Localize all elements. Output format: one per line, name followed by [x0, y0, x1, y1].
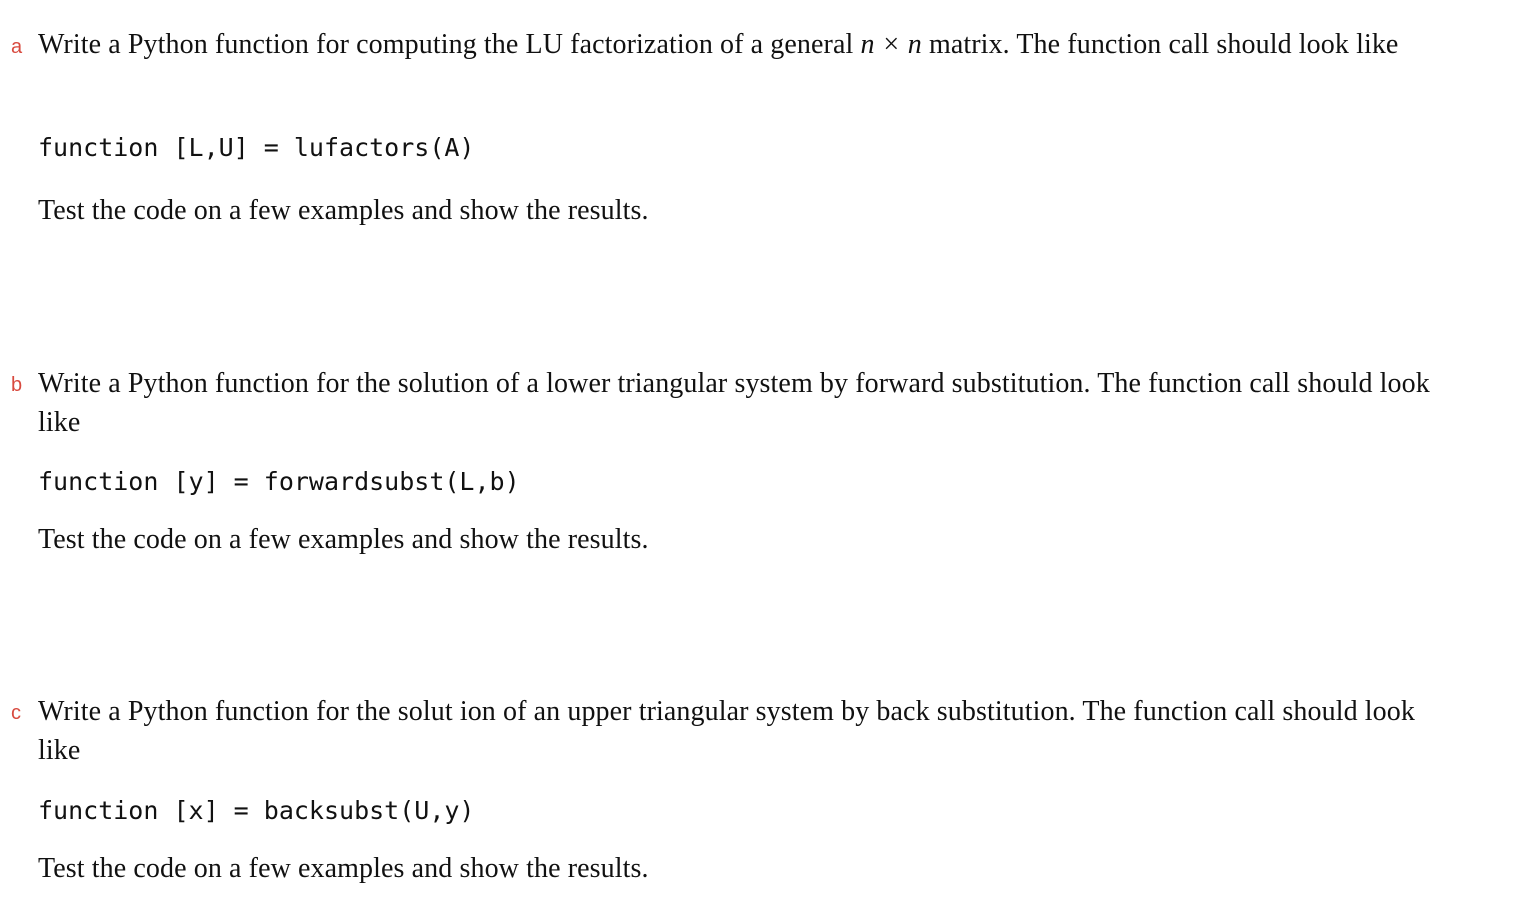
- function-signature-b: function [y] = forwardsubst(L,b): [38, 467, 520, 496]
- problem-statement-b: Write a Python function for the solution of a lower triangular system by forward substitution. The function call should look like: [38, 368, 1430, 438]
- problem-a-text-before-math: Write a Python function for computing the LU factorization of a general: [38, 29, 861, 60]
- problem-label-c: c: [11, 702, 21, 724]
- problem-a-text-after-math: matrix. The function call should look like: [921, 29, 1399, 60]
- function-signature-a: function [L,U] = lufactors(A): [38, 133, 475, 162]
- test-instruction-a: Test the code on a few examples and show the results.: [38, 195, 649, 226]
- problem-statement-a: [38, 25, 1453, 64]
- test-instruction-c: Test the code on a few examples and show the results.: [38, 853, 649, 884]
- problem-statement-c: Write a Python function for the solut ion of an upper triangular system by back substitution. The function call should look like: [38, 696, 1415, 766]
- function-signature-c: function [x] = backsubst(U,y): [38, 796, 475, 825]
- test-instruction-b: Test the code on a few examples and show the results.: [38, 524, 649, 555]
- problem-label-b: b: [11, 374, 23, 396]
- problem-label-a: a: [11, 36, 23, 58]
- matrix-dimension-math: n × n: [860, 29, 922, 60]
